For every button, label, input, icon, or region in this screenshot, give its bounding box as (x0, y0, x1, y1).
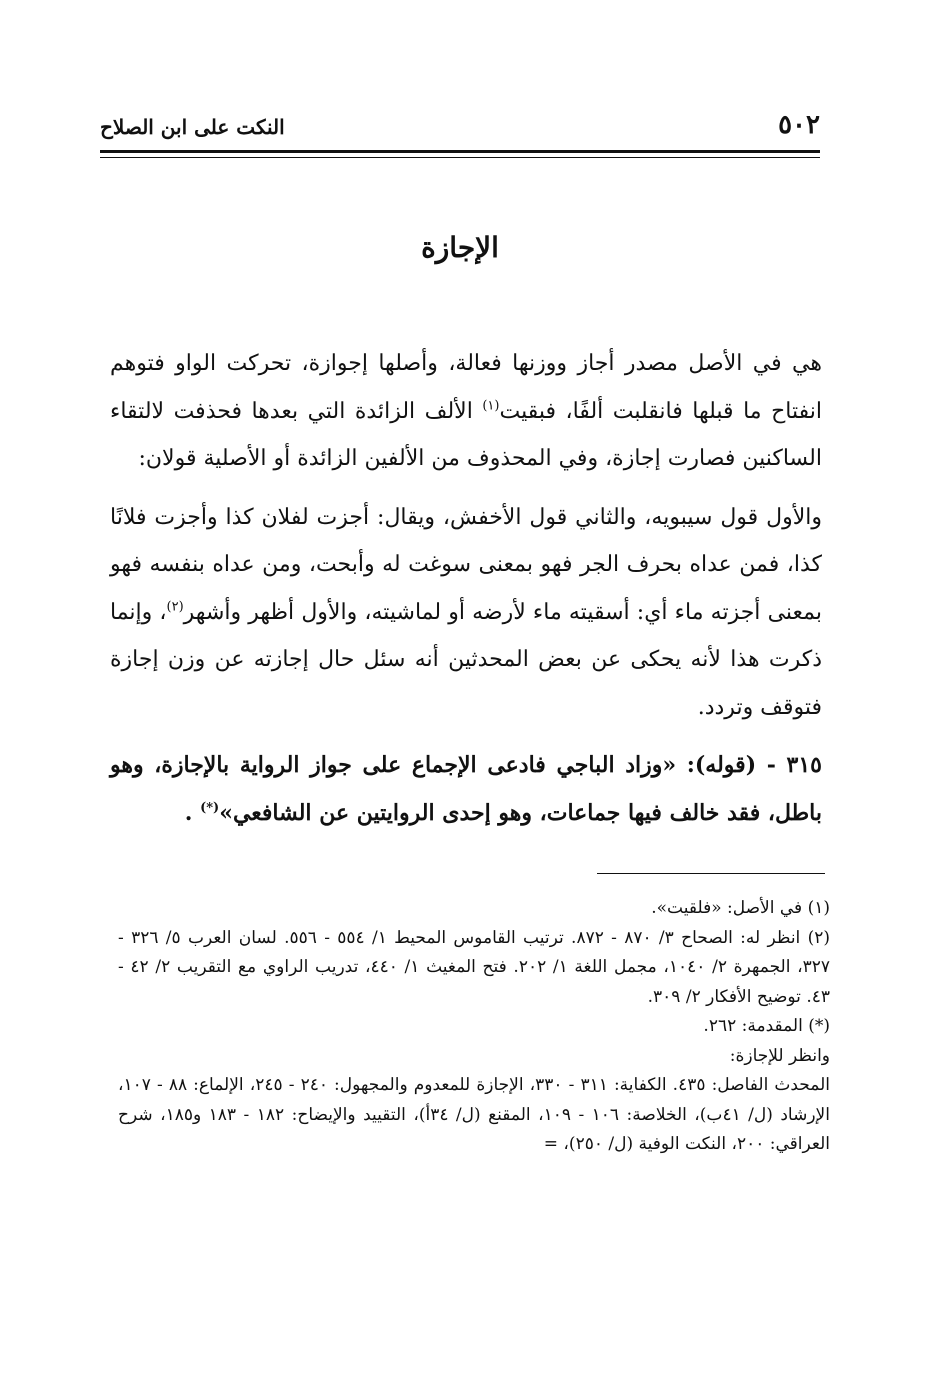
header-rule (100, 150, 820, 153)
paragraph-2-text-a: والأول قول سيبويه، والثاني قول الأخفش، ويقال: أجزت لفلان كذا وأجزت فلانًا كذا، فمن عداه بحرف الجر فهو بمعنى سوغت له وأبحت، ومن عداه بنفسه فهو بمعنى أجزته ماء أي: أسقيته ماء لأرضه أو لماشيته، والأول أظهر وأشهر (110, 504, 822, 625)
page-header (100, 108, 820, 156)
paragraph-2 (110, 494, 822, 732)
entry-number: ٣١٥ - (قوله): (676, 752, 822, 778)
body-text (110, 340, 822, 837)
footnote-ref-1: (١) (482, 398, 500, 414)
footnote-ref-2: (٢) (166, 599, 184, 615)
entry-text-b: . (184, 799, 201, 826)
footnote-see-also: وانظر للإجازة: (729, 1045, 830, 1066)
footnote-star: (*) المقدمة: ٢٦٢. (703, 1016, 830, 1036)
paragraph-2-text-b: ، وإنما ذكرت هذا لأنه يحكى عن بعض المحدثين أنه سئل حال إجازته عن وزن إجازة فتوقف وتردد. (110, 599, 822, 720)
paragraph-1 (110, 340, 822, 483)
entry-text-a: «وزاد الباجي فادعى الإجماع على جواز الرواية بالإجازة، وهو باطل، فقد خالف فيها جماعات، وهو إحدى الروايتين عن الشافعي» (110, 752, 822, 826)
footnotes (118, 894, 830, 1160)
footnote-separator (597, 873, 825, 874)
footnote-references: المحدث الفاصل: ٤٣٥. الكفاية: ٣١١ - ٣٣٠، الإجازة للمعدوم والمجهول: ٢٤٠ - ٢٤٥، الإلماع: ٨٨ - ١٠٧، الإرشاد (ل/ ٤١ب)، الخلاصة: ١٠٦ - ١٠٩، المقنع (ل/ ٣٤أ)، التقييد والإيضاح: ١٨٢ - ١٨٣ و١٨٥، شرح العراقي: ٢٠٠، النكت الوفية (ل/ ٢٥٠)، = (118, 1075, 831, 1154)
page-number: ٥٠٢ (778, 110, 820, 140)
entry-315 (110, 742, 822, 837)
paragraph-1-text-a: هي في الأصل مصدر أجاز ووزنها فعالة، وأصلها إجوازة، تحركت الواو فتوهم انفتاح ما قبلها فانقلبت ألفًا، فبقيت (110, 351, 823, 424)
paragraph-1-text-b: الألف الزائدة التي بعدها فحذفت لالتقاء الساكنين فصارت إجازة، وفي المحذوف من الألفين الزائدة أو الأصلية قولان: (110, 398, 822, 471)
running-title: النكت على ابن الصلاح (100, 115, 285, 139)
footnote-1: (١) في الأصل: «فلقيت». (651, 898, 830, 918)
footnote-ref-star: (*) (200, 800, 220, 816)
section-heading: الإجازة (421, 231, 499, 264)
header-rule-thin (100, 157, 820, 158)
footnote-2: (٢) انظر له: الصحاح ٣/ ٨٧٠ - ٨٧٢. ترتيب القاموس المحيط ١/ ٥٥٤ - ٥٥٦. لسان العرب ٥/ ٣٢٦ - ٣٢٧، الجمهرة ٢/ ١٠٤٠، مجمل اللغة ١/ ٢٠٢. فتح المغيث ١/ ٤٤٠، تدريب الراوي مع التقريب ٢/ ٤٢ - ٤٣. توضيح الأفكار ٢/ ٣٠٩. (118, 927, 831, 1007)
